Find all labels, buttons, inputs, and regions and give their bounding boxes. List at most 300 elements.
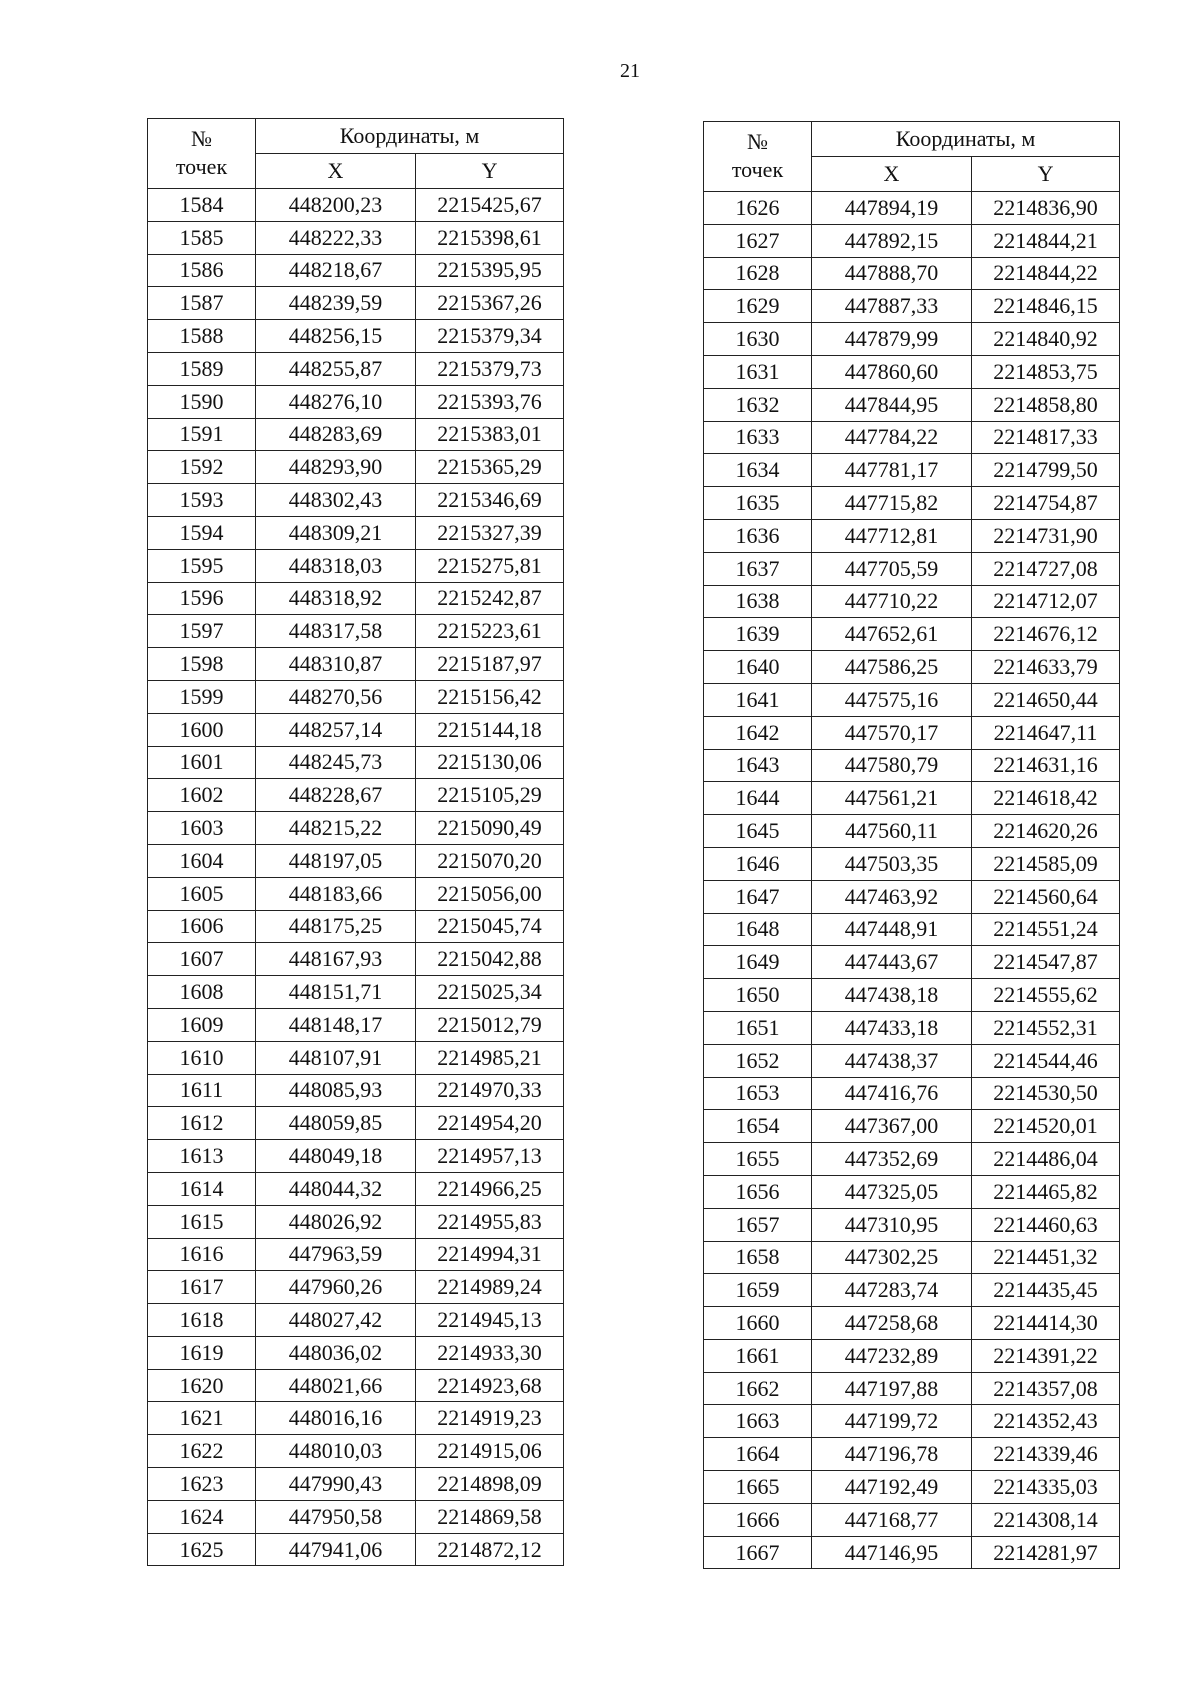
x-coordinate: 448148,17 <box>256 1008 416 1041</box>
table-row <box>704 946 1120 979</box>
y-coordinate: 2215105,29 <box>416 779 564 812</box>
y-coordinate: 2215367,26 <box>416 287 564 320</box>
x-coordinate: 448183,66 <box>256 877 416 910</box>
x-coordinate: 448257,14 <box>256 713 416 746</box>
y-coordinate: 2215056,00 <box>416 877 564 910</box>
x-coordinate: 447197,88 <box>812 1372 972 1405</box>
y-coordinate: 2214465,82 <box>972 1175 1120 1208</box>
y-coordinate: 2214620,26 <box>972 815 1120 848</box>
point-number: 1635 <box>704 487 812 520</box>
point-number: 1598 <box>148 648 256 681</box>
y-coordinate: 2214836,90 <box>972 192 1120 225</box>
x-coordinate: 448293,90 <box>256 451 416 484</box>
y-coordinate: 2215379,34 <box>416 320 564 353</box>
table-row <box>704 1241 1120 1274</box>
point-number: 1589 <box>148 352 256 385</box>
table-row <box>704 847 1120 880</box>
x-coordinate: 447448,91 <box>812 913 972 946</box>
y-coordinate: 2215275,81 <box>416 549 564 582</box>
y-coordinate: 2214555,62 <box>972 979 1120 1012</box>
x-coordinate: 448228,67 <box>256 779 416 812</box>
table-row <box>704 716 1120 749</box>
x-coordinate: 447302,25 <box>812 1241 972 1274</box>
y-coordinate: 2214650,44 <box>972 683 1120 716</box>
point-number: 1627 <box>704 224 812 257</box>
table-row <box>148 582 564 615</box>
points-label: точек <box>175 154 228 179</box>
x-coordinate: 447950,58 <box>256 1500 416 1533</box>
table-row <box>148 1008 564 1041</box>
point-number: 1662 <box>704 1372 812 1405</box>
y-coordinate: 2214844,22 <box>972 257 1120 290</box>
y-coordinate: 2215425,67 <box>416 189 564 222</box>
point-number: 1604 <box>148 844 256 877</box>
point-number: 1658 <box>704 1241 812 1274</box>
point-number: 1659 <box>704 1274 812 1307</box>
y-coordinate: 2214633,79 <box>972 651 1120 684</box>
table-row <box>704 880 1120 913</box>
x-coordinate: 447367,00 <box>812 1110 972 1143</box>
x-coordinate: 448016,16 <box>256 1402 416 1435</box>
y-coordinate: 2214585,09 <box>972 847 1120 880</box>
point-number: 1638 <box>704 585 812 618</box>
point-number: 1628 <box>704 257 812 290</box>
y-coordinate: 2215223,61 <box>416 615 564 648</box>
point-number: 1629 <box>704 290 812 323</box>
table-row <box>148 254 564 287</box>
point-number: 1625 <box>148 1533 256 1566</box>
y-coordinate: 2214898,09 <box>416 1468 564 1501</box>
table-row <box>704 519 1120 552</box>
table-row <box>704 651 1120 684</box>
y-coordinate: 2214435,45 <box>972 1274 1120 1307</box>
x-coordinate: 448044,32 <box>256 1172 416 1205</box>
y-coordinate: 2214552,31 <box>972 1011 1120 1044</box>
table-row <box>148 1336 564 1369</box>
table-row <box>148 1140 564 1173</box>
x-coordinate: 448010,03 <box>256 1435 416 1468</box>
point-number: 1619 <box>148 1336 256 1369</box>
table-row <box>704 749 1120 782</box>
table-row <box>704 421 1120 454</box>
point-number: 1597 <box>148 615 256 648</box>
point-number: 1648 <box>704 913 812 946</box>
y-coordinate: 2214858,80 <box>972 388 1120 421</box>
x-coordinate: 447416,76 <box>812 1077 972 1110</box>
table-row <box>704 1110 1120 1143</box>
table-row <box>148 713 564 746</box>
y-coordinate: 2214308,14 <box>972 1503 1120 1536</box>
x-coordinate: 447146,95 <box>812 1536 972 1569</box>
table-row <box>148 549 564 582</box>
x-coordinate: 447199,72 <box>812 1405 972 1438</box>
x-coordinate: 447325,05 <box>812 1175 972 1208</box>
y-coordinate: 2215398,61 <box>416 221 564 254</box>
x-coordinate: 447433,18 <box>812 1011 972 1044</box>
y-coordinate: 2214551,24 <box>972 913 1120 946</box>
point-number: 1615 <box>148 1205 256 1238</box>
x-coordinate: 447438,18 <box>812 979 972 1012</box>
table-row <box>704 388 1120 421</box>
x-coordinate: 447888,70 <box>812 257 972 290</box>
point-number: 1664 <box>704 1438 812 1471</box>
table-row <box>148 1238 564 1271</box>
y-coordinate: 2214754,87 <box>972 487 1120 520</box>
point-number: 1603 <box>148 812 256 845</box>
point-number: 1645 <box>704 815 812 848</box>
x-coordinate: 448215,22 <box>256 812 416 845</box>
x-coordinate: 447894,19 <box>812 192 972 225</box>
x-coordinate: 447310,95 <box>812 1208 972 1241</box>
x-coordinate: 448302,43 <box>256 484 416 517</box>
y-coordinate: 2215144,18 <box>416 713 564 746</box>
point-number: 1594 <box>148 516 256 549</box>
table-row <box>704 585 1120 618</box>
x-coordinate: 448276,10 <box>256 385 416 418</box>
x-coordinate: 447712,81 <box>812 519 972 552</box>
point-number: 1596 <box>148 582 256 615</box>
table-row <box>148 812 564 845</box>
table-row <box>704 1077 1120 1110</box>
table-row <box>704 355 1120 388</box>
x-coordinate: 447860,60 <box>812 355 972 388</box>
y-coordinate: 2215383,01 <box>416 418 564 451</box>
y-coordinate: 2214846,15 <box>972 290 1120 323</box>
x-coordinate: 447580,79 <box>812 749 972 782</box>
x-coordinate: 447196,78 <box>812 1438 972 1471</box>
x-coordinate: 447586,25 <box>812 651 972 684</box>
point-number: 1600 <box>148 713 256 746</box>
point-number: 1601 <box>148 746 256 779</box>
point-number: 1592 <box>148 451 256 484</box>
y-coordinate: 2215156,42 <box>416 680 564 713</box>
table-row <box>148 779 564 812</box>
x-coordinate: 448197,05 <box>256 844 416 877</box>
table-row <box>704 224 1120 257</box>
table-row <box>148 1074 564 1107</box>
table-row <box>704 782 1120 815</box>
y-coordinate: 2214391,22 <box>972 1339 1120 1372</box>
y-coordinate: 2215365,29 <box>416 451 564 484</box>
x-coordinate: 448107,91 <box>256 1041 416 1074</box>
x-coordinate: 447232,89 <box>812 1339 972 1372</box>
table-row <box>148 1041 564 1074</box>
y-coordinate: 2214486,04 <box>972 1143 1120 1176</box>
point-number: 1618 <box>148 1304 256 1337</box>
table-row <box>148 680 564 713</box>
point-number: 1640 <box>704 651 812 684</box>
y-coordinate: 2214994,31 <box>416 1238 564 1271</box>
y-coordinate: 2215242,87 <box>416 582 564 615</box>
y-coordinate: 2214817,33 <box>972 421 1120 454</box>
table-row <box>148 451 564 484</box>
y-coordinate: 2215070,20 <box>416 844 564 877</box>
point-number: 1631 <box>704 355 812 388</box>
y-coordinate: 2215379,73 <box>416 352 564 385</box>
x-coordinate: 448200,23 <box>256 189 416 222</box>
x-coordinate: 447438,37 <box>812 1044 972 1077</box>
y-coordinate: 2214872,12 <box>416 1533 564 1566</box>
point-number: 1624 <box>148 1500 256 1533</box>
y-coordinate: 2214727,08 <box>972 552 1120 585</box>
y-coordinate: 2215045,74 <box>416 910 564 943</box>
x-coordinate: 448256,15 <box>256 320 416 353</box>
x-coordinate: 447570,17 <box>812 716 972 749</box>
y-coordinate: 2214618,42 <box>972 782 1120 815</box>
table-row <box>704 1405 1120 1438</box>
y-coordinate: 2215327,39 <box>416 516 564 549</box>
point-number: 1586 <box>148 254 256 287</box>
point-number-header <box>704 122 812 192</box>
point-number: 1641 <box>704 683 812 716</box>
point-number: 1665 <box>704 1471 812 1504</box>
point-number-header <box>148 119 256 189</box>
x-column-header: X <box>812 157 972 192</box>
table-row <box>148 352 564 385</box>
point-number: 1587 <box>148 287 256 320</box>
y-coordinate: 2214647,11 <box>972 716 1120 749</box>
x-coordinate: 448239,59 <box>256 287 416 320</box>
y-coordinate: 2214451,32 <box>972 1241 1120 1274</box>
point-number: 1610 <box>148 1041 256 1074</box>
point-number: 1623 <box>148 1468 256 1501</box>
y-coordinate: 2214544,46 <box>972 1044 1120 1077</box>
point-number: 1633 <box>704 421 812 454</box>
x-coordinate: 448021,66 <box>256 1369 416 1402</box>
y-coordinate: 2214869,58 <box>416 1500 564 1533</box>
page-number: 21 <box>620 60 640 82</box>
y-coordinate: 2215346,69 <box>416 484 564 517</box>
x-coordinate: 447652,61 <box>812 618 972 651</box>
x-coordinate: 447715,82 <box>812 487 972 520</box>
point-number: 1655 <box>704 1143 812 1176</box>
number-sign: № <box>747 129 768 154</box>
y-coordinate: 2214966,25 <box>416 1172 564 1205</box>
coordinates-table-left <box>147 118 564 1566</box>
table-row <box>704 192 1120 225</box>
table-row <box>704 1503 1120 1536</box>
point-number: 1612 <box>148 1107 256 1140</box>
y-coordinate: 2215130,06 <box>416 746 564 779</box>
point-number: 1656 <box>704 1175 812 1208</box>
table-row <box>148 746 564 779</box>
y-coordinate: 2214933,30 <box>416 1336 564 1369</box>
y-coordinate: 2214923,68 <box>416 1369 564 1402</box>
point-number: 1621 <box>148 1402 256 1435</box>
point-number: 1651 <box>704 1011 812 1044</box>
table-row <box>704 1438 1120 1471</box>
table-row <box>148 484 564 517</box>
table-row <box>704 1274 1120 1307</box>
x-coordinate: 447710,22 <box>812 585 972 618</box>
point-number: 1614 <box>148 1172 256 1205</box>
point-number: 1591 <box>148 418 256 451</box>
table-row <box>704 683 1120 716</box>
points-label: точек <box>731 157 784 182</box>
table-row <box>148 877 564 910</box>
table-row <box>148 1402 564 1435</box>
y-column-header: Y <box>972 157 1120 192</box>
y-coordinate: 2214844,21 <box>972 224 1120 257</box>
x-coordinate: 447705,59 <box>812 552 972 585</box>
point-number: 1666 <box>704 1503 812 1536</box>
table-row <box>704 323 1120 356</box>
y-coordinate: 2215090,49 <box>416 812 564 845</box>
table-row <box>148 1304 564 1337</box>
x-coordinate: 448175,25 <box>256 910 416 943</box>
point-number: 1616 <box>148 1238 256 1271</box>
x-coordinate: 447168,77 <box>812 1503 972 1536</box>
y-coordinate: 2214560,64 <box>972 880 1120 913</box>
table-row <box>704 487 1120 520</box>
x-coordinate: 448218,67 <box>256 254 416 287</box>
point-number: 1613 <box>148 1140 256 1173</box>
x-coordinate: 448270,56 <box>256 680 416 713</box>
x-coordinate: 448049,18 <box>256 1140 416 1173</box>
y-coordinate: 2214853,75 <box>972 355 1120 388</box>
x-coordinate: 447352,69 <box>812 1143 972 1176</box>
table-row <box>704 290 1120 323</box>
y-coordinate: 2215042,88 <box>416 943 564 976</box>
point-number: 1585 <box>148 221 256 254</box>
x-coordinate: 447575,16 <box>812 683 972 716</box>
table-row <box>704 618 1120 651</box>
x-coordinate: 448167,93 <box>256 943 416 976</box>
point-number: 1611 <box>148 1074 256 1107</box>
table-row <box>704 454 1120 487</box>
y-coordinate: 2214840,92 <box>972 323 1120 356</box>
table-row <box>704 1536 1120 1569</box>
table-row <box>148 1533 564 1566</box>
table-row <box>148 1107 564 1140</box>
point-number: 1590 <box>148 385 256 418</box>
table-row <box>704 1044 1120 1077</box>
point-number: 1642 <box>704 716 812 749</box>
point-number: 1595 <box>148 549 256 582</box>
point-number: 1602 <box>148 779 256 812</box>
x-coordinate: 447192,49 <box>812 1471 972 1504</box>
x-coordinate: 447443,67 <box>812 946 972 979</box>
table-row <box>704 552 1120 585</box>
x-coordinate: 448309,21 <box>256 516 416 549</box>
table-row <box>148 910 564 943</box>
x-coordinate: 447960,26 <box>256 1271 416 1304</box>
y-coordinate: 2214985,21 <box>416 1041 564 1074</box>
point-number: 1593 <box>148 484 256 517</box>
point-number: 1654 <box>704 1110 812 1143</box>
point-number: 1605 <box>148 877 256 910</box>
table-row <box>704 1339 1120 1372</box>
point-number: 1608 <box>148 976 256 1009</box>
point-number: 1606 <box>148 910 256 943</box>
table-row <box>148 976 564 1009</box>
x-coordinate: 448036,02 <box>256 1336 416 1369</box>
table-row <box>148 418 564 451</box>
y-coordinate: 2214712,07 <box>972 585 1120 618</box>
x-coordinate: 448026,92 <box>256 1205 416 1238</box>
x-coordinate: 448310,87 <box>256 648 416 681</box>
y-coordinate: 2215395,95 <box>416 254 564 287</box>
y-coordinate: 2214335,03 <box>972 1471 1120 1504</box>
point-number: 1646 <box>704 847 812 880</box>
table-row <box>704 1372 1120 1405</box>
point-number: 1607 <box>148 943 256 976</box>
coordinates-header: Координаты, м <box>256 119 564 154</box>
table-row <box>704 257 1120 290</box>
point-number: 1649 <box>704 946 812 979</box>
table-row <box>148 1435 564 1468</box>
point-number: 1667 <box>704 1536 812 1569</box>
coordinates-header: Координаты, м <box>812 122 1120 157</box>
y-coordinate: 2214799,50 <box>972 454 1120 487</box>
point-number: 1622 <box>148 1435 256 1468</box>
point-number: 1637 <box>704 552 812 585</box>
y-coordinate: 2214676,12 <box>972 618 1120 651</box>
x-coordinate: 447258,68 <box>812 1307 972 1340</box>
point-number: 1630 <box>704 323 812 356</box>
point-number: 1599 <box>148 680 256 713</box>
point-number: 1588 <box>148 320 256 353</box>
y-coordinate: 2214281,97 <box>972 1536 1120 1569</box>
y-coordinate: 2214530,50 <box>972 1077 1120 1110</box>
x-coordinate: 447941,06 <box>256 1533 416 1566</box>
table-row <box>704 979 1120 1012</box>
y-coordinate: 2214957,13 <box>416 1140 564 1173</box>
table-row <box>704 1471 1120 1504</box>
x-coordinate: 447283,74 <box>812 1274 972 1307</box>
x-coordinate: 447781,17 <box>812 454 972 487</box>
point-number: 1632 <box>704 388 812 421</box>
y-coordinate: 2214352,43 <box>972 1405 1120 1438</box>
y-coordinate: 2214460,63 <box>972 1208 1120 1241</box>
table-row <box>148 287 564 320</box>
y-coordinate: 2214547,87 <box>972 946 1120 979</box>
x-coordinate: 447844,95 <box>812 388 972 421</box>
table-row <box>148 844 564 877</box>
point-number: 1639 <box>704 618 812 651</box>
table-row <box>148 615 564 648</box>
y-coordinate: 2214414,30 <box>972 1307 1120 1340</box>
x-coordinate: 448317,58 <box>256 615 416 648</box>
point-number: 1661 <box>704 1339 812 1372</box>
point-number: 1584 <box>148 189 256 222</box>
x-coordinate: 447784,22 <box>812 421 972 454</box>
table-row <box>704 1307 1120 1340</box>
x-coordinate: 447561,21 <box>812 782 972 815</box>
x-coordinate: 447503,35 <box>812 847 972 880</box>
x-coordinate: 447990,43 <box>256 1468 416 1501</box>
x-coordinate: 448151,71 <box>256 976 416 1009</box>
y-coordinate: 2214989,24 <box>416 1271 564 1304</box>
y-coordinate: 2214955,83 <box>416 1205 564 1238</box>
table-row <box>148 1172 564 1205</box>
point-number: 1657 <box>704 1208 812 1241</box>
x-coordinate: 448255,87 <box>256 352 416 385</box>
x-column-header: X <box>256 154 416 189</box>
point-number: 1653 <box>704 1077 812 1110</box>
table-row <box>148 648 564 681</box>
y-coordinate: 2214970,33 <box>416 1074 564 1107</box>
x-coordinate: 447887,33 <box>812 290 972 323</box>
point-number: 1643 <box>704 749 812 782</box>
point-number: 1647 <box>704 880 812 913</box>
table-row <box>148 1468 564 1501</box>
y-coordinate: 2214915,06 <box>416 1435 564 1468</box>
x-coordinate: 448059,85 <box>256 1107 416 1140</box>
point-number: 1617 <box>148 1271 256 1304</box>
y-column-header: Y <box>416 154 564 189</box>
table-row <box>148 1271 564 1304</box>
